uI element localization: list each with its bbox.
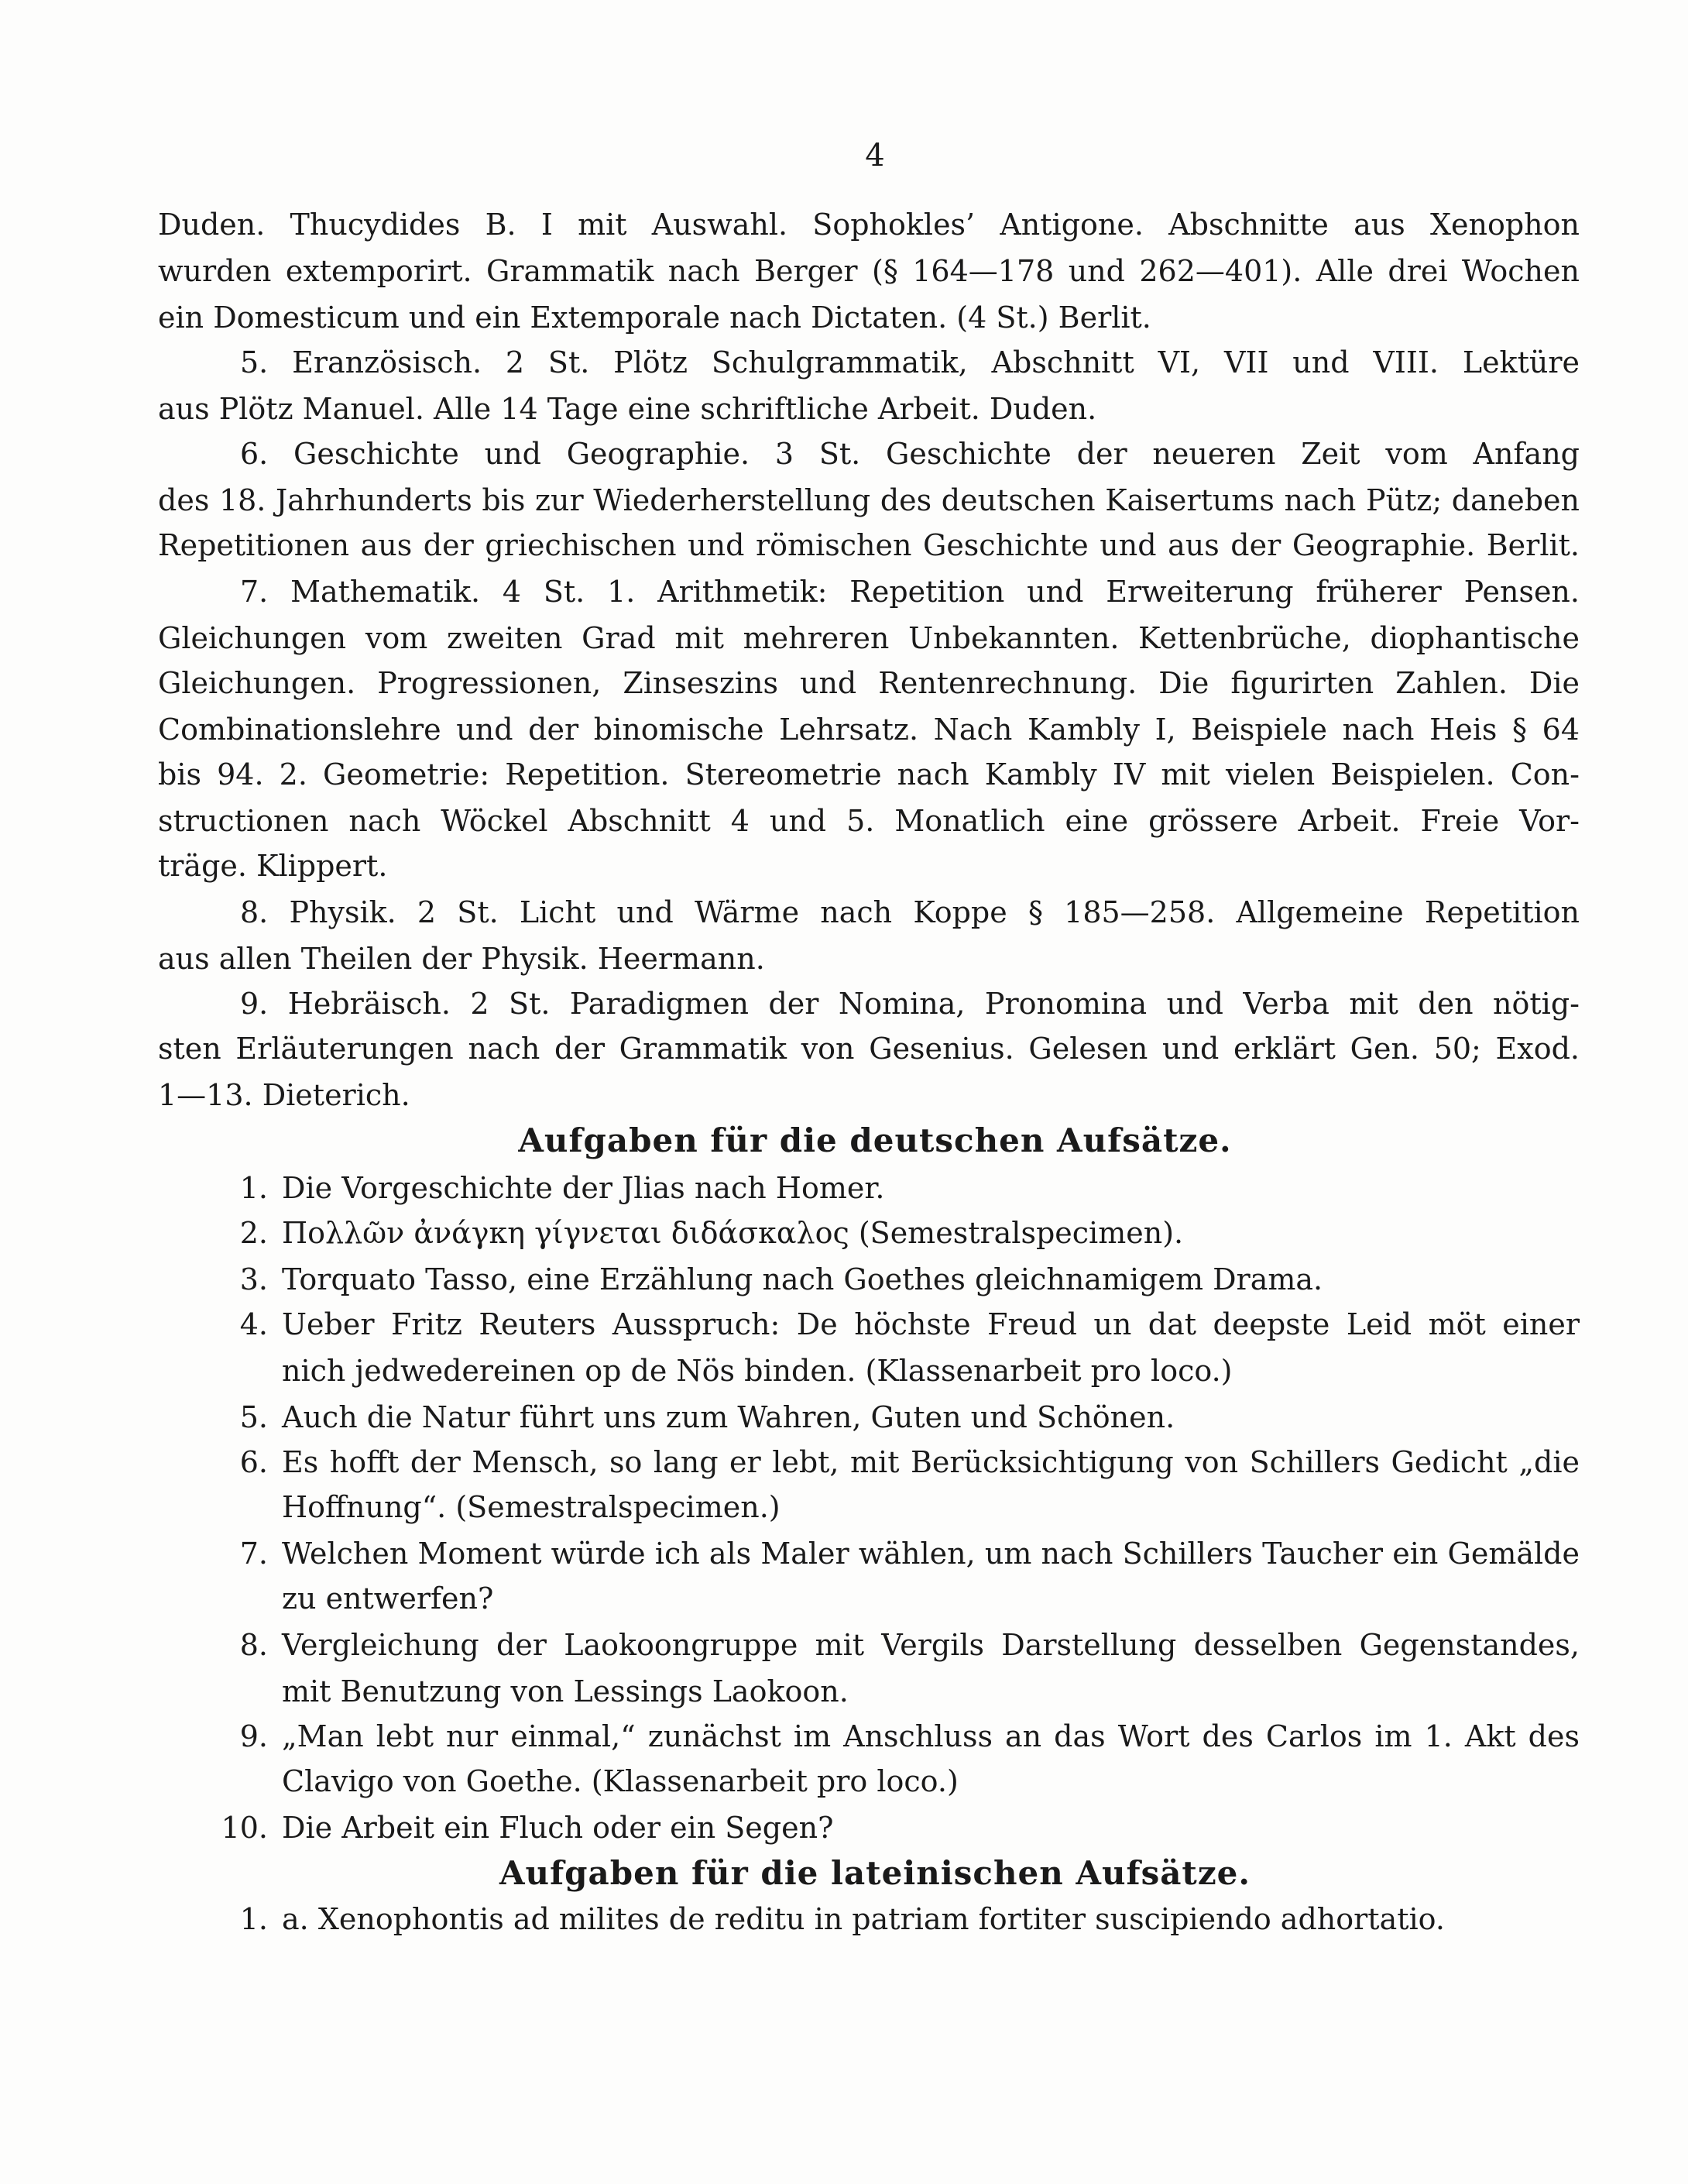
topic-text: Torquato Tasso, eine Erzählung nach Goethes gleichnamigem Drama. [282,1262,1323,1296]
topic-text: „Man lebt nur einmal,“ zunächst im Anschluss an das Wort des Carlos im 1. Akt des [282,1719,1580,1753]
topic-number: 9. [239,1719,268,1753]
topic-text: Auch die Natur führt uns zum Wahren, Guten und Schönen. [282,1400,1175,1434]
topic-number: 7. [239,1537,268,1571]
text-line: träge. Klippert. [158,849,388,883]
topic-text: Die Vorgeschichte der Jlias nach Homer. [282,1171,885,1205]
text-line: ein Domesticum und ein Extemporale nach Dictaten. (4 St.) Berlit. [158,300,1151,335]
topic-number: 3. [239,1262,268,1296]
section-heading-german-essays: Aufgaben für die deutschen Aufsätze. [518,1121,1232,1159]
topic-number: 4. [239,1307,268,1341]
topic-text-continued: mit Benutzung von Lessings Laokoon. [282,1674,849,1708]
topic-number: 10. [221,1811,268,1845]
text-line: aus allen Theilen der Physik. Heermann. [158,942,765,976]
page-number: 4 [865,138,885,173]
topic-number: 1. [239,1902,268,1936]
text-line: Duden. Thucydides B. I mit Auswahl. Sophokles’ Antigone. Abschnitte aus Xenophon [158,208,1580,242]
text-line: Gleichungen. Progressionen, Zinseszins und Rentenrechnung. Die figurirten Zahlen. Die [158,666,1580,700]
topic-number: 6. [239,1445,268,1479]
topic-text: Ueber Fritz Reuters Ausspruch: De höchste Freud un dat deepste Leid möt einer [282,1307,1580,1341]
topic-text-continued: Clavigo von Goethe. (Klassenarbeit pro loco.) [282,1764,959,1798]
text-line: wurden extemporirt. Grammatik nach Berger (§ 164—178 und 262—401). Alle drei Wochen [158,254,1580,288]
text-line: 7. Mathematik. 4 St. 1. Arithmetik: Repetition und Erweiterung früherer Pensen. [240,575,1580,609]
topic-number: 2. [239,1216,268,1250]
text-line: 5. Eranzösisch. 2 St. Plötz Schulgrammatik, Abschnitt VI, VII und VIII. Lektüre [240,345,1580,379]
topic-number: 8. [239,1628,268,1662]
text-line: 1—13. Dieterich. [158,1078,410,1112]
topic-text: Πολλῶν ἀνάγκη γίγνεται διδάσκαλος (Semestralspecimen). [282,1216,1184,1250]
text-line: Combinationslehre und der binomische Lehrsatz. Nach Kambly I, Beispiele nach Heis § 64 [158,713,1580,747]
topic-text-continued: zu entwerfen? [282,1581,494,1616]
topic-text: Welchen Moment würde ich als Maler wählen, um nach Schillers Taucher ein Gemälde [282,1537,1580,1571]
section-heading-latin-essays: Aufgaben für die lateinischen Aufsätze. [499,1854,1251,1892]
topic-text-continued: nich jedwedereinen op de Nös binden. (Klassenarbeit pro loco.) [282,1354,1233,1388]
text-line: des 18. Jahrhunderts bis zur Wiederherstellung des deutschen Kaisertums nach Pütz; daneben [158,483,1580,517]
topic-text-continued: Hoffnung“. (Semestralspecimen.) [282,1490,781,1524]
text-line: bis 94. 2. Geometrie: Repetition. Stereometrie nach Kambly IV mit vielen Beispielen. Con- [158,757,1580,792]
topic-text: a. Xenophontis ad milites de reditu in patriam fortiter suscipiendo adhortatio. [282,1902,1445,1936]
topic-number: 5. [239,1400,268,1434]
topic-number: 1. [239,1171,268,1205]
text-line: 6. Geschichte und Geographie. 3 St. Geschichte der neueren Zeit vom Anfang [240,437,1580,471]
text-line: 8. Physik. 2 St. Licht und Wärme nach Koppe § 185—258. Allgemeine Repetition [240,895,1580,929]
text-line: aus Plötz Manuel. Alle 14 Tage eine schriftliche Arbeit. Duden. [158,392,1097,426]
text-line: Gleichungen vom zweiten Grad mit mehreren Unbekannten. Kettenbrüche, diophantische [158,621,1580,655]
text-line: 9. Hebräisch. 2 St. Paradigmen der Nomina, Pronomina und Verba mit den nötig- [240,987,1580,1021]
topic-text: Vergleichung der Laokoongruppe mit Vergils Darstellung desselben Gegenstandes, [282,1628,1580,1662]
text-line: structionen nach Wöckel Abschnitt 4 und 5. Monatlich eine grössere Arbeit. Freie Vor- [158,804,1580,838]
text-line: sten Erläuterungen nach der Grammatik von Gesenius. Gelesen und erklärt Gen. 50; Exod. [158,1032,1580,1066]
topic-text: Die Arbeit ein Fluch oder ein Segen? [282,1811,834,1845]
text-line: Repetitionen aus der griechischen und römischen Geschichte und aus der Geographie. Berlit. [158,528,1580,562]
topic-text: Es hofft der Mensch, so lang er lebt, mit Berücksichtigung von Schillers Gedicht „die [282,1445,1580,1479]
